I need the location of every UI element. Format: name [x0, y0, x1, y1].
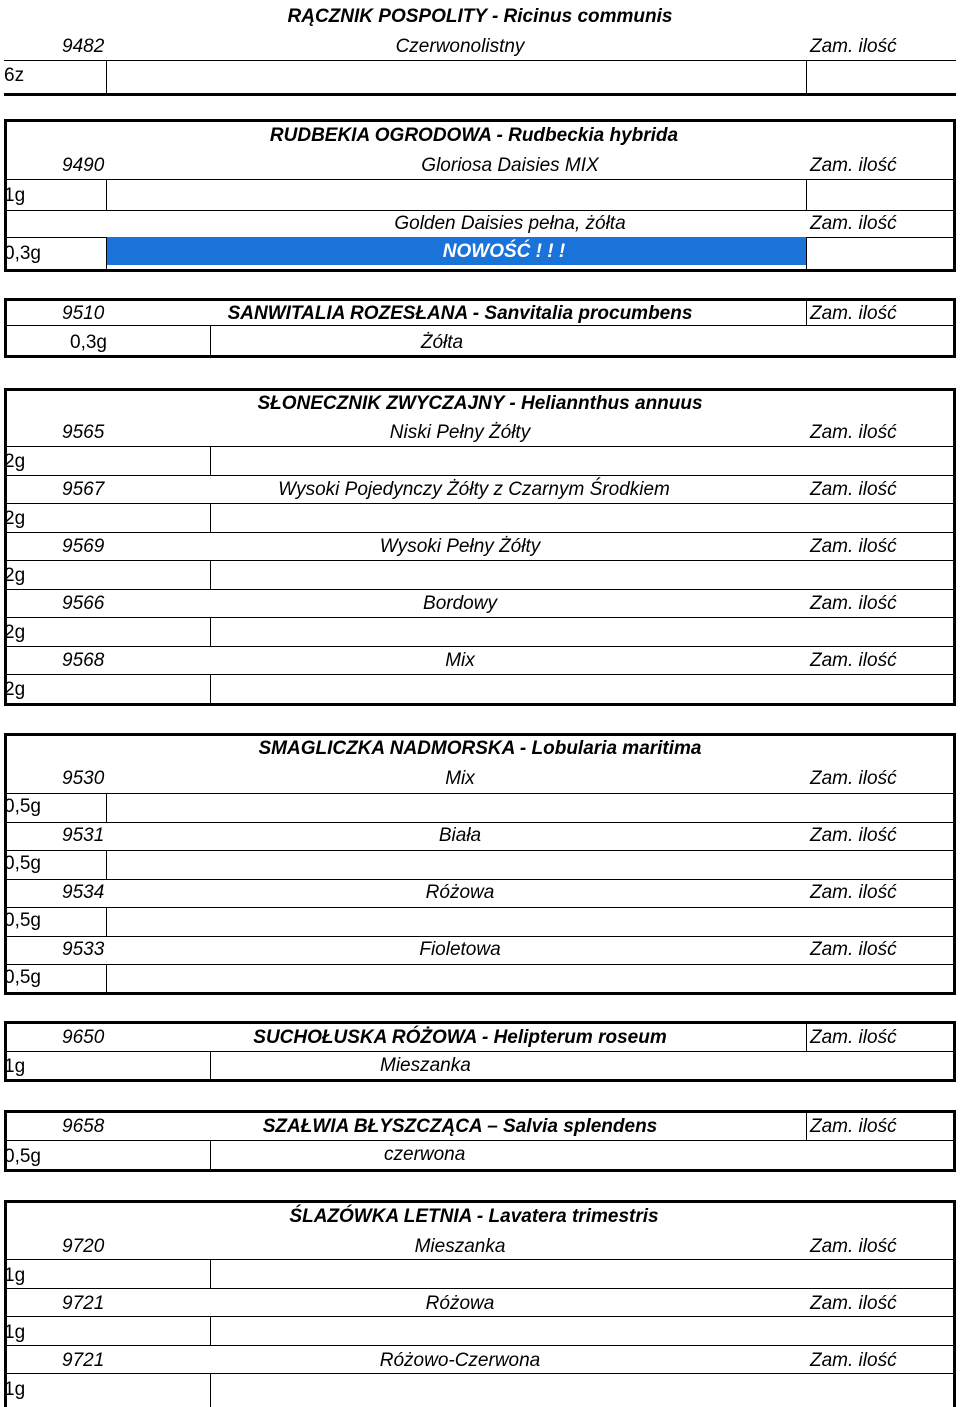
divider	[4, 1169, 956, 1172]
product-name: czerwona	[384, 1144, 466, 1165]
divider	[4, 1140, 956, 1141]
divider	[210, 617, 211, 646]
divider	[210, 1140, 211, 1170]
section-title: RUDBEKIA OGRODOWA - Rudbeckia hybrida	[269, 125, 679, 146]
divider	[4, 1259, 956, 1260]
divider	[4, 879, 956, 880]
pack-size: 6z	[4, 65, 25, 86]
pack-size: 0,5g	[4, 910, 41, 931]
pack-size: 0,5g	[4, 796, 41, 817]
divider	[210, 1373, 211, 1407]
product-code: 9569	[62, 536, 105, 557]
section-title: SANWITALIA ROZESŁANA - Sanvitalia procumbens	[227, 303, 693, 324]
pack-size: 0,5g	[4, 967, 41, 988]
pack-size: 2g	[4, 565, 26, 586]
divider	[4, 388, 956, 391]
divider	[106, 793, 107, 822]
pack-size: 2g	[4, 508, 26, 529]
divider	[4, 1373, 956, 1374]
section-rudbekia	[4, 116, 956, 276]
order-quantity-label: Zam. ilość	[810, 1236, 897, 1257]
divider	[4, 1200, 7, 1407]
order-quantity-label: Zam. ilość	[810, 213, 897, 234]
divider	[806, 1110, 807, 1141]
product-name: Niski Pełny Żółty	[389, 422, 531, 443]
product-name: Fioletowa	[419, 939, 501, 960]
divider	[4, 703, 956, 706]
order-quantity-label: Zam. ilość	[810, 650, 897, 671]
product-name: Czerwonolistny	[395, 36, 525, 57]
divider	[806, 1021, 807, 1052]
section-title: RĄCZNIK POSPOLITY - Ricinus communis	[287, 6, 673, 27]
divider	[4, 325, 956, 326]
divider	[4, 733, 956, 736]
pack-size: 1g	[4, 1379, 26, 1400]
divider	[4, 793, 956, 794]
section-title: ŚLAZÓWKA LETNIA - Lavatera trimestris	[289, 1206, 659, 1227]
order-quantity-input[interactable]	[808, 1113, 950, 1139]
order-quantity-input[interactable]	[212, 505, 950, 531]
order-quantity-input[interactable]	[212, 448, 950, 474]
divider	[4, 964, 956, 965]
divider	[4, 93, 956, 96]
divider	[210, 503, 211, 532]
divider	[210, 325, 211, 356]
product-name: Wysoki Pełny Żółty	[379, 536, 541, 557]
order-quantity-input[interactable]	[212, 1375, 950, 1403]
product-code: 9530	[62, 768, 105, 789]
order-quantity-label: Zam. ilość	[810, 1350, 897, 1371]
divider	[210, 1051, 211, 1080]
divider	[4, 1288, 956, 1289]
divider	[806, 60, 807, 94]
order-quantity-label: Zam. ilość	[810, 479, 897, 500]
order-quantity-input[interactable]	[108, 852, 950, 878]
order-quantity-input[interactable]	[212, 1261, 950, 1287]
order-quantity-input[interactable]	[212, 676, 950, 702]
product-name: Bordowy	[423, 593, 497, 614]
order-quantity-input[interactable]	[108, 909, 950, 935]
divider	[4, 355, 956, 358]
section-title: SŁONECZNIK ZWYCZAJNY - Heliannthus annuus	[257, 393, 703, 414]
product-code: 9510	[62, 303, 105, 324]
divider	[4, 1316, 956, 1317]
product-name: Mieszanka	[380, 1055, 471, 1076]
divider	[4, 446, 956, 447]
section-title: SZAŁWIA BŁYSZCZĄCA – Salvia splendens	[262, 1116, 658, 1137]
pack-size: 0,5g	[4, 1146, 41, 1167]
divider	[953, 298, 956, 357]
divider	[4, 850, 956, 851]
product-code: 9534	[62, 882, 105, 903]
section-title: SMAGLICZKA NADMORSKA - Lobularia maritima	[258, 738, 702, 759]
product-name: Golden Daisies pełna, żółta	[394, 213, 626, 234]
divider	[4, 388, 7, 704]
pack-size: 1g	[4, 1322, 26, 1343]
product-name: Mieszanka	[414, 1236, 506, 1257]
order-quantity-input[interactable]	[808, 239, 950, 268]
divider	[4, 60, 956, 61]
divider	[4, 646, 956, 647]
pack-size: 0,3g	[70, 332, 107, 353]
product-code: 9658	[62, 1116, 105, 1137]
section-racznik	[4, 0, 956, 120]
divider	[4, 298, 7, 357]
pack-size: 1g	[4, 185, 26, 206]
product-code: 9533	[62, 939, 105, 960]
new-badge: NOWOŚĆ ! ! !	[442, 241, 566, 262]
order-quantity-input[interactable]	[108, 795, 950, 821]
product-name: Biała	[438, 825, 482, 846]
order-quantity-label: Zam. ilość	[810, 36, 897, 57]
order-quantity-input[interactable]	[212, 619, 950, 645]
divider	[953, 119, 956, 271]
pack-size: 1g	[4, 1056, 26, 1077]
divider	[953, 733, 956, 993]
section-slazowka	[4, 1197, 956, 1407]
order-quantity-label: Zam. ilość	[810, 939, 897, 960]
section-smagliczka	[4, 730, 956, 996]
order-quantity-input[interactable]	[212, 1318, 950, 1344]
divider	[4, 1345, 956, 1346]
divider	[4, 907, 956, 908]
divider	[4, 617, 956, 618]
product-name: Wysoki Pojedynczy Żółty z Czarnym Środkiem	[278, 479, 670, 500]
product-name: Żółta	[420, 332, 464, 353]
section-sanwitalia	[4, 295, 956, 365]
divider	[4, 503, 956, 504]
order-quantity-input[interactable]	[212, 562, 950, 588]
product-code: 9482	[62, 36, 105, 57]
divider	[210, 446, 211, 475]
section-sucholuska	[4, 1018, 956, 1084]
divider	[4, 532, 956, 533]
divider	[210, 560, 211, 589]
product-name: Różowo-Czerwona	[379, 1350, 541, 1371]
product-code: 9650	[62, 1027, 105, 1048]
order-quantity-label: Zam. ilość	[810, 155, 897, 176]
order-quantity-label: Zam. ilość	[810, 422, 897, 443]
order-quantity-label: Zam. ilość	[810, 825, 897, 846]
product-code: 9565	[62, 422, 105, 443]
product-name: Gloriosa Daisies MIX	[421, 155, 599, 176]
divider	[806, 237, 807, 270]
order-quantity-input[interactable]	[808, 1024, 950, 1050]
divider	[4, 992, 956, 995]
divider	[210, 674, 211, 703]
product-code: 9567	[62, 479, 105, 500]
divider	[953, 1200, 956, 1407]
divider	[106, 850, 107, 879]
order-quantity-label: Zam. ilość	[810, 1027, 897, 1048]
order-quantity-label: Zam. ilość	[810, 882, 897, 903]
order-quantity-input[interactable]	[108, 966, 950, 991]
section-szalwia	[4, 1107, 956, 1175]
divider	[106, 60, 107, 94]
section-slonecznik	[4, 385, 956, 707]
divider	[4, 210, 956, 211]
divider	[4, 119, 956, 122]
section-title: SUCHOŁUSKA RÓŻOWA - Helipterum roseum	[253, 1027, 667, 1048]
divider	[4, 589, 956, 590]
product-code: 9490	[62, 155, 105, 176]
divider	[106, 179, 107, 211]
divider	[4, 179, 956, 180]
product-code: 9531	[62, 825, 105, 846]
divider	[806, 179, 807, 211]
product-code: 9720	[62, 1236, 105, 1257]
product-code: 9566	[62, 593, 105, 614]
product-code: 9721	[62, 1350, 105, 1371]
divider	[4, 560, 956, 561]
divider	[106, 964, 107, 993]
product-name: Różowa	[425, 882, 495, 903]
divider	[106, 907, 107, 936]
product-name: Mix	[445, 650, 475, 671]
order-quantity-input[interactable]	[808, 301, 950, 324]
order-quantity-input[interactable]	[808, 62, 954, 92]
divider	[4, 269, 956, 272]
product-code: 9568	[62, 650, 105, 671]
divider	[4, 936, 956, 937]
divider	[953, 388, 956, 704]
product-name: Mix	[445, 768, 475, 789]
divider	[4, 1200, 956, 1203]
divider	[210, 1316, 211, 1345]
divider	[806, 298, 807, 326]
pack-size: 2g	[4, 679, 26, 700]
divider	[4, 822, 956, 823]
pack-size: 0,3g	[4, 243, 41, 264]
product-name: Różowa	[425, 1293, 495, 1314]
divider	[4, 475, 956, 476]
pack-size: 0,5g	[4, 853, 41, 874]
order-quantity-label: Zam. ilość	[810, 1116, 897, 1137]
divider	[4, 674, 956, 675]
order-quantity-label: Zam. ilość	[810, 1293, 897, 1314]
order-quantity-label: Zam. ilość	[810, 536, 897, 557]
divider	[4, 1051, 956, 1052]
pack-size: 2g	[4, 622, 26, 643]
order-quantity-input[interactable]	[808, 181, 950, 209]
divider	[106, 237, 107, 270]
pack-size: 2g	[4, 451, 26, 472]
order-quantity-label: Zam. ilość	[810, 768, 897, 789]
pack-size: 1g	[4, 1265, 26, 1286]
product-code: 9721	[62, 1293, 105, 1314]
divider	[210, 1259, 211, 1288]
order-quantity-label: Zam. ilość	[810, 593, 897, 614]
divider	[4, 1079, 956, 1082]
order-quantity-label: Zam. ilość	[810, 303, 897, 324]
